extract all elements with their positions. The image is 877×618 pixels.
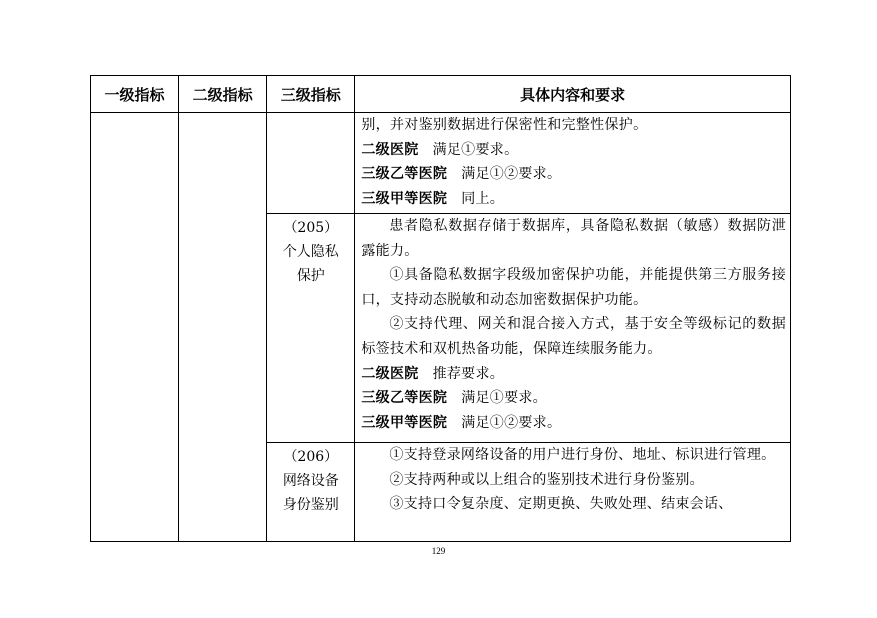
page-number: 129 <box>431 546 446 556</box>
header-level3: 三级指标 <box>267 76 355 113</box>
requirement-text: 同上。 <box>461 190 505 207</box>
indicator-name-line: 保护 <box>296 268 325 284</box>
hospital-level-label: 三级甲等医院 <box>361 414 448 431</box>
hospital-level-label: 三级乙等医院 <box>361 390 448 407</box>
level3-cell <box>267 113 355 214</box>
content-line <box>361 386 786 411</box>
content-line: 别，并对鉴别数据进行保密性和完整性保护。 <box>361 117 648 133</box>
level2-cell <box>179 113 267 542</box>
content-line <box>361 187 786 212</box>
content-line <box>361 162 786 187</box>
content-paragraph: ③支持口令复杂度、定期更换、失败处理、结束会话、 <box>389 496 733 513</box>
content-cell <box>355 443 791 542</box>
content-line <box>361 138 786 163</box>
indicator-name-line: 身份鉴别 <box>282 497 339 513</box>
content-line <box>361 411 786 436</box>
hospital-level-label: 三级甲等医院 <box>361 190 448 207</box>
hospital-level-label: 二级医院 <box>361 141 419 158</box>
content-paragraph: ②支持代理、网关和混合接入方式，基于安全等级标记的数据标签技术和双机热备功能，保障连续服务能力。 <box>361 316 786 357</box>
header-content: 具体内容和要求 <box>355 76 791 113</box>
content-cell <box>355 214 791 443</box>
content-line <box>361 362 786 387</box>
content-cell <box>355 113 791 214</box>
indicator-name-line: 个人隐私 <box>282 244 339 260</box>
table-header-row <box>91 76 791 113</box>
requirements-table <box>90 75 791 542</box>
hospital-level-label: 三级乙等医院 <box>361 166 448 183</box>
requirement-text: 满足①要求。 <box>461 390 547 407</box>
content-paragraph: ①支持登录网络设备的用户进行身份、地址、标识进行管理。 <box>389 447 776 463</box>
header-level1: 一级指标 <box>91 76 179 113</box>
hospital-level-label: 二级医院 <box>361 365 419 382</box>
requirement-text: 满足①②要求。 <box>461 166 562 183</box>
level3-cell <box>267 443 355 542</box>
table-row <box>91 113 791 214</box>
header-level2: 二级指标 <box>179 76 267 113</box>
indicator-code: （206） <box>283 449 339 465</box>
level3-cell <box>267 214 355 443</box>
requirement-text: 推荐要求。 <box>432 365 505 382</box>
requirement-text: 满足①要求。 <box>432 141 519 158</box>
content-paragraph: ①具备隐私数据字段级加密保护功能，并能提供第三方服务接口，支持动态脱敏和动态加密数据保护功能。 <box>361 267 786 308</box>
level1-cell <box>91 113 179 542</box>
content-paragraph: ②支持两种或以上组合的鉴别技术进行身份鉴别。 <box>389 471 704 488</box>
requirement-text: 满足①②要求。 <box>461 414 562 431</box>
content-paragraph: 患者隐私数据存储于数据库，具备隐私数据（敏感）数据防泄露能力。 <box>361 218 786 259</box>
indicator-name-line: 网络设备 <box>282 473 339 489</box>
indicator-code: （205） <box>283 220 339 236</box>
